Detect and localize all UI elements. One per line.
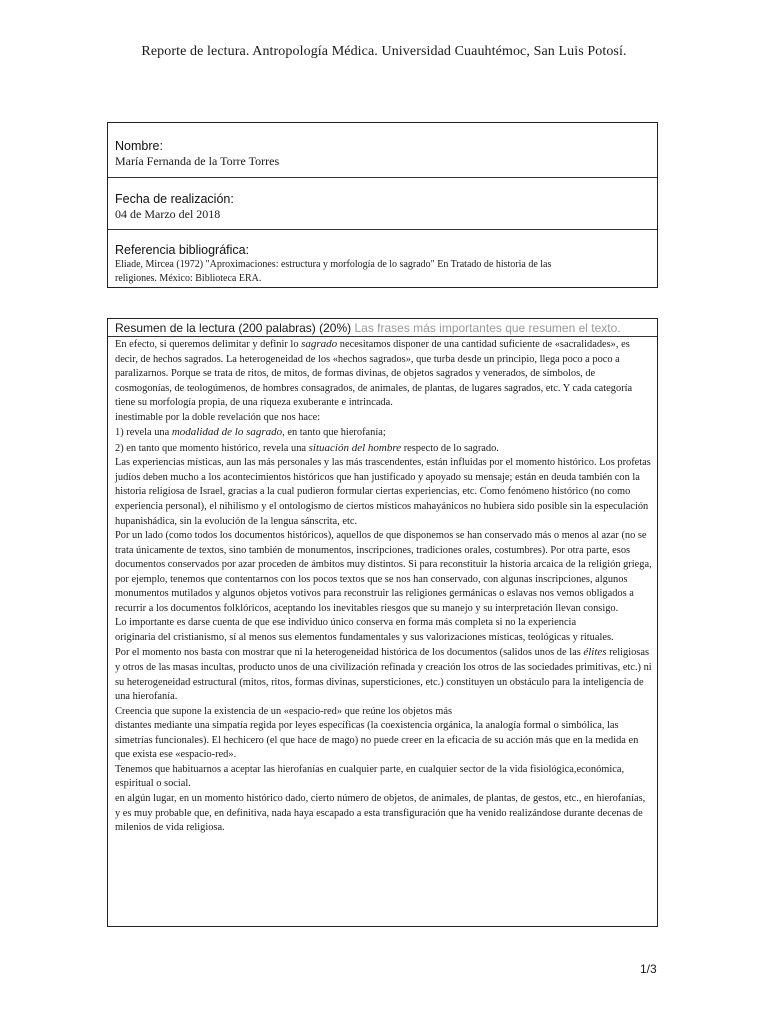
summary-paragraph: Tenemos que habituarnos a aceptar las hierofanías en cualquier parte, en cualquier sector de la vida fisiológica,económica, espiritual o social. (115, 763, 625, 790)
name-row (115, 139, 651, 169)
summary-paragraph: Las experiencias místicas, aun las más personales y las más trascendentes, están influidas por el momento histórico. Los profetas judíos deben mucho a los acontecimientos históricos que han justificado y apoyado su mensaje; están en deuda también con la historia religiosa de Israel, gracias a la cual pudieron formular ciertas experiencias, etc. Como fenómeno histórico (no como experiencia personal), el nihilismo y el ontologismo de ciertos místicos mahayánicos no hubiera sido posible sin la especulación hupanishádica, sin la evolución de la lengua sánscrita, etc. (115, 457, 651, 527)
summary-paragraph: Por un lado (como todos los documentos históricos), aquellos de que disponemos se han conservado más o menos al azar (no se trata únicamente de textos, sino también de monumentos, inscripciones, tradiciones orales, costumbres). Por otra parte, esos documentos conservados por azar proceden de ámbitos muy distintos. Si para reconstituir la historia arcaica de la religión griega, por ejemplo, tenemos que contentarnos con los pocos textos que se nos han conservado, con algunas inscripciones, algunos monumentos mutilados y algunos objetos votivos para reconstruir las religiones germánicas o eslavas nos vemos obligados a recurrir a los documentos folklóricos, aceptando los inevitables riesgos que su manejo y su interpretación llevan consigo. (115, 530, 652, 614)
text-span: 2) en tanto que momento histórico, revela una (115, 442, 309, 454)
text-span: 1) revela una (115, 427, 172, 439)
date-row (115, 192, 651, 222)
summary-paragraph (115, 645, 652, 704)
text-span: religiosas y otros de las masas incultas, producto unos de una civilización refinada y creación los otros de las sociedades primitivas, etc.) ni su heterogeneidad estructural (mitos, ritos, formas divinas, supersticiones, etc.) constituyen un obstáculo para la inteligencia de una hierofanía. (115, 647, 652, 703)
text-span: respecto de lo sagrado. (401, 442, 499, 454)
summary-paragraph: en algún lugar, en un momento histórico dado, cierto número de objetos, de animales, de plantas, de gestos, etc., en hierofanías, y es muy probable que, en definitiva, nada haya escapado a esta transfiguración que ha venido realizándose durante decenas de milenios de vida religiosa. (115, 792, 646, 834)
italic-term: modalidad de lo sagrado (171, 426, 283, 439)
text-span: Por el momento nos basta con mostrar que ni la heterogeneidad histórica de los documentos (salidos unos de las (115, 647, 584, 659)
italic-term: sagrado (301, 338, 338, 350)
date-label: Fecha de realización: (115, 192, 234, 206)
reference-row (115, 243, 651, 286)
italic-term: situación del hombre (308, 441, 402, 454)
summary-title: Resumen de la lectura (200 palabras) (20%) (115, 321, 352, 335)
reference-line-2: religiones. México: Biblioteca ERA. (115, 273, 262, 284)
info-divider (108, 177, 657, 178)
text-span: necesitamos disponer de una cantidad suficiente de «sacralidades», es decir, de hechos sagrados. La heterogeneidad de los «hechos sagrados», que turba desde un principio, llega poco a poco a paralizarnos. Porque se trata de ritos, de mitos, de formas divinas, de objetos sagrados y venerados, de símbolos, de cosmogonías, de teologúmenos, de hombres consagrados, de animales, de plantas, de lugares sagrados, etc. Y cada categoría tiene su morfología propia, de una riqueza exuberante e intrincada. (115, 339, 633, 409)
summary-paragraph (115, 425, 652, 441)
page-number: 1/3 (640, 962, 657, 976)
summary-paragraph (115, 441, 652, 457)
summary-paragraph: originaria del cristianismo, sí al menos sus elementos fundamentales y sus valorizaciones místicas, teológicas y rituales. (115, 631, 614, 643)
info-divider (108, 229, 657, 230)
date-value: 04 de Marzo del 2018 (115, 207, 221, 221)
student-info-table (107, 122, 658, 288)
reference-label: Referencia bibliográfica: (115, 243, 250, 257)
reference-line-1: Eliade, Mircea (1972) "Aproximaciones: estructura y morfología de lo sagrado" En Tratado de historia de las (115, 259, 552, 270)
summary-table (107, 318, 658, 927)
text-span: , en tanto que hierofanía; (282, 427, 386, 439)
text-span: En efecto, si queremos delimitar y definir lo (115, 339, 302, 350)
summary-paragraph (115, 337, 652, 411)
summary-hint: Las frases más importantes que resumen el texto. (354, 321, 621, 335)
summary-paragraph: distantes mediante una simpatía regida por leyes específicas (la coexistencia orgánica, la analogía formal o simbólica, las simetrías funcionales). El hechicero (el que hace de mago) no puede creer en la eficacia de su acción más que en la medida en que exista ese «espacio-red». (115, 720, 639, 761)
summary-body (115, 337, 652, 836)
italic-term: élites (583, 646, 607, 659)
name-value: María Fernanda de la Torre Torres (115, 154, 280, 168)
summary-header (115, 321, 653, 336)
summary-paragraph: Creencia que supone la existencia de un «espacio-red» que reúne los objetos más (115, 705, 453, 717)
summary-paragraph: Lo importante es darse cuenta de que ese individuo único conserva en forma más completa si no la experiencia (115, 617, 577, 629)
name-label: Nombre: (115, 139, 163, 153)
summary-paragraph: inestimable por la doble revelación que nos hace: (115, 411, 321, 423)
report-title: Reporte de lectura. Antropología Médica. Universidad Cuauhtémoc, San Luis Potosí. (141, 44, 627, 59)
